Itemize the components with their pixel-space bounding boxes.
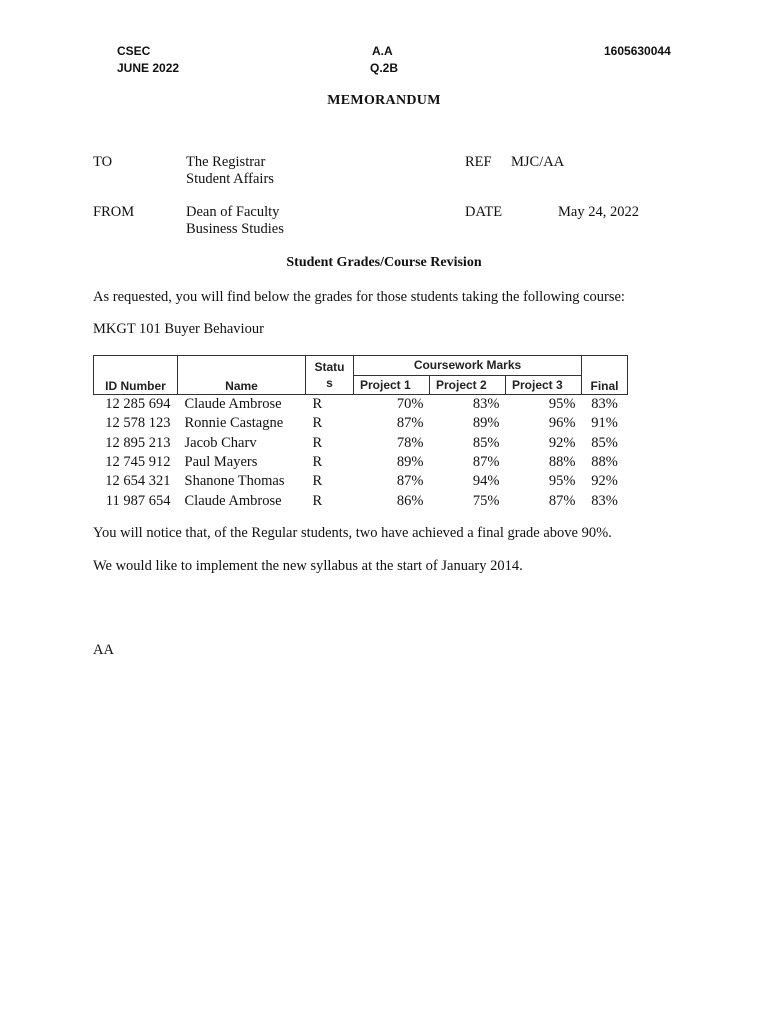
- to-label: TO: [93, 154, 113, 170]
- ref-value: MJC/AA: [511, 154, 565, 170]
- cell-final: 92%: [591, 473, 618, 490]
- cell-project2: 87%: [472, 454, 500, 471]
- table-row: [94, 453, 628, 472]
- cell-name: Shanone Thomas: [184, 473, 285, 490]
- cell-name: Paul Mayers: [184, 454, 258, 471]
- col-header-status: [306, 356, 354, 395]
- table-row: [94, 491, 628, 510]
- from-line1: Dean of Faculty: [186, 204, 280, 220]
- cell-project1: 86%: [396, 492, 424, 509]
- col-header-project1: Project 1: [354, 375, 430, 395]
- cell-project2: 94%: [472, 473, 500, 490]
- cell-id: 12 745 912: [105, 454, 171, 471]
- cell-id: 12 895 213: [105, 434, 171, 451]
- cell-project2: 89%: [472, 415, 500, 432]
- cell-status: R: [312, 415, 323, 432]
- cell-project3: 88%: [548, 454, 576, 471]
- course-name: MKGT 101 Buyer Behaviour: [93, 321, 264, 337]
- cell-final: 83%: [591, 492, 618, 509]
- col-header-id: ID Number: [94, 356, 178, 395]
- cell-project1: 78%: [396, 434, 424, 451]
- cell-status: R: [312, 434, 323, 451]
- cell-id: 12 654 321: [105, 473, 171, 490]
- header-center-line2: Q.2B: [370, 61, 399, 75]
- to-line1: The Registrar: [186, 154, 266, 170]
- grades-table: [93, 355, 628, 511]
- col-header-coursework: Coursework Marks: [354, 356, 582, 376]
- cell-final: 88%: [591, 454, 618, 471]
- cell-name: Jacob Charv: [184, 434, 257, 451]
- cell-final: 91%: [591, 415, 618, 432]
- from-line2: Business Studies: [186, 221, 284, 237]
- col-header-name: Name: [178, 356, 306, 395]
- cell-name: Claude Ambrose: [184, 492, 282, 509]
- implement-paragraph: We would like to implement the new syllabus at the start of January 2014.: [93, 558, 523, 574]
- cell-project1: 89%: [396, 454, 424, 471]
- cell-final: 85%: [591, 434, 618, 451]
- intro-paragraph: As requested, you will find below the grades for those students taking the following course:: [93, 289, 625, 305]
- cell-name: Claude Ambrose: [184, 396, 282, 413]
- cell-project1: 87%: [396, 473, 424, 490]
- col-header-final: Final: [582, 356, 628, 395]
- memo-subject: Student Grades/Course Revision: [286, 255, 482, 270]
- header-left-line2: JUNE 2022: [117, 61, 180, 75]
- cell-project3: 96%: [548, 415, 576, 432]
- cell-id: 11 987 654: [105, 492, 171, 509]
- col-header-status-bottom: s: [326, 376, 333, 390]
- cell-name: Ronnie Castagne: [184, 415, 284, 432]
- to-line2: Student Affairs: [186, 171, 274, 187]
- signature-initials: AA: [93, 642, 114, 658]
- cell-final: 83%: [591, 396, 618, 413]
- date-label: DATE: [465, 204, 503, 220]
- cell-status: R: [312, 396, 323, 413]
- col-header-status-top: Statu: [314, 360, 345, 374]
- date-value: May 24, 2022: [558, 204, 639, 220]
- cell-id: 12 285 694: [105, 396, 171, 413]
- cell-project3: 95%: [548, 396, 576, 413]
- table-row: [94, 472, 628, 491]
- cell-status: R: [312, 492, 323, 509]
- cell-status: R: [312, 473, 323, 490]
- notice-paragraph: You will notice that, of the Regular students, two have achieved a final grade above 90%.: [93, 525, 612, 541]
- cell-project1: 87%: [396, 415, 424, 432]
- cell-project2: 83%: [472, 396, 500, 413]
- cell-status: R: [312, 454, 323, 471]
- cell-project3: 87%: [548, 492, 576, 509]
- ref-label: REF: [465, 154, 492, 170]
- memo-title: MEMORANDUM: [327, 93, 441, 108]
- from-label: FROM: [93, 204, 135, 220]
- header-center-line1: A.A: [372, 44, 393, 58]
- table-row: [94, 395, 628, 415]
- header-left-line1: CSEC: [117, 44, 151, 58]
- cell-project3: 95%: [548, 473, 576, 490]
- cell-project2: 85%: [472, 434, 500, 451]
- col-header-project2: Project 2: [430, 375, 506, 395]
- header-right-line1: 1605630044: [604, 44, 671, 58]
- table-row: [94, 414, 628, 433]
- table-row: [94, 434, 628, 453]
- cell-project2: 75%: [472, 492, 500, 509]
- cell-id: 12 578 123: [105, 415, 171, 432]
- cell-project1: 70%: [396, 396, 424, 413]
- col-header-project3: Project 3: [506, 375, 582, 395]
- cell-project3: 92%: [548, 434, 576, 451]
